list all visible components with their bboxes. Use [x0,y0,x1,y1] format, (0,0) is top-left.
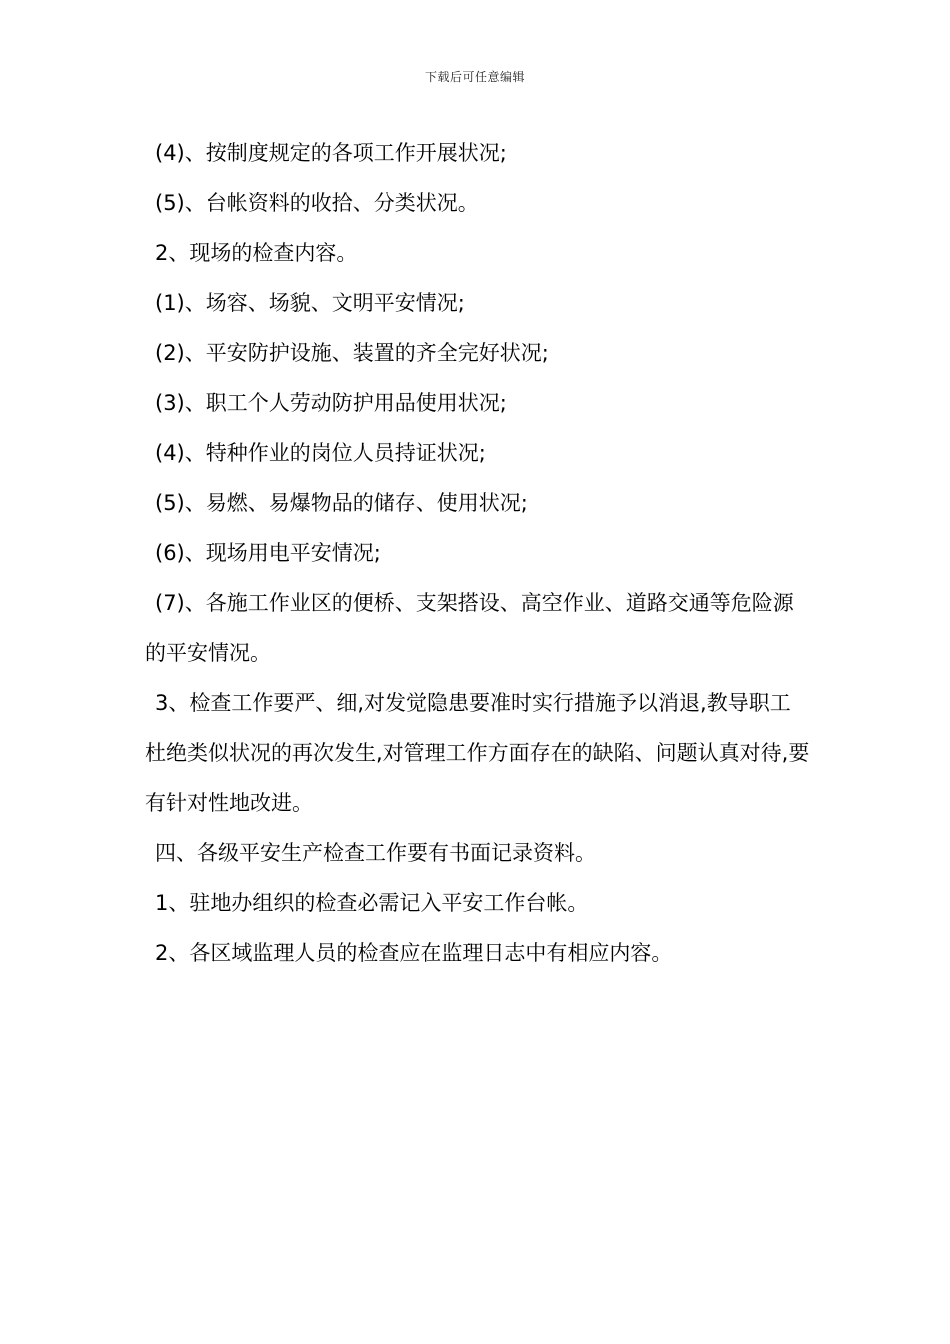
paragraph: (6)、现场用电平安情况; [155,541,381,565]
paragraph: (3)、职工个人劳动防护用品使用状况; [155,391,507,415]
paragraph: 四、各级平安生产检查工作要有书面记录资料。 [155,841,596,865]
paragraph: (1)、场容、场貌、文明平安情况; [155,291,465,315]
paragraph: (5)、台帐资料的收拾、分类状况。 [155,191,479,215]
paragraph: 3、检查工作要严、细,对发觉隐患要准时实行措施予以消退,教导职工杜绝类似状况的再次发生,对管理工作方面存在的缺陷、问题认真对待,要有针对性地改进。 [145,691,810,815]
paragraph: (2)、平安防护设施、装置的齐全完好状况; [155,341,549,365]
header-note: 下载后可任意编辑 [424,70,525,84]
paragraph: (4)、特种作业的岗位人员持证状况; [155,441,486,465]
paragraph: (7)、各施工作业区的便桥、支架搭设、高空作业、道路交通等危险源的平安情况。 [145,591,794,665]
paragraph: 2、各区域监理人员的检查应在监理日志中有相应内容。 [155,941,673,965]
paragraph: (5)、易燃、易爆物品的储存、使用状况; [155,491,528,515]
document-body [145,128,811,978]
paragraph: 2、现场的检查内容。 [155,241,358,265]
paragraph: 1、驻地办组织的检查必需记入平安工作台帐。 [155,891,589,915]
paragraph: (4)、按制度规定的各项工作开展状况; [155,141,507,165]
